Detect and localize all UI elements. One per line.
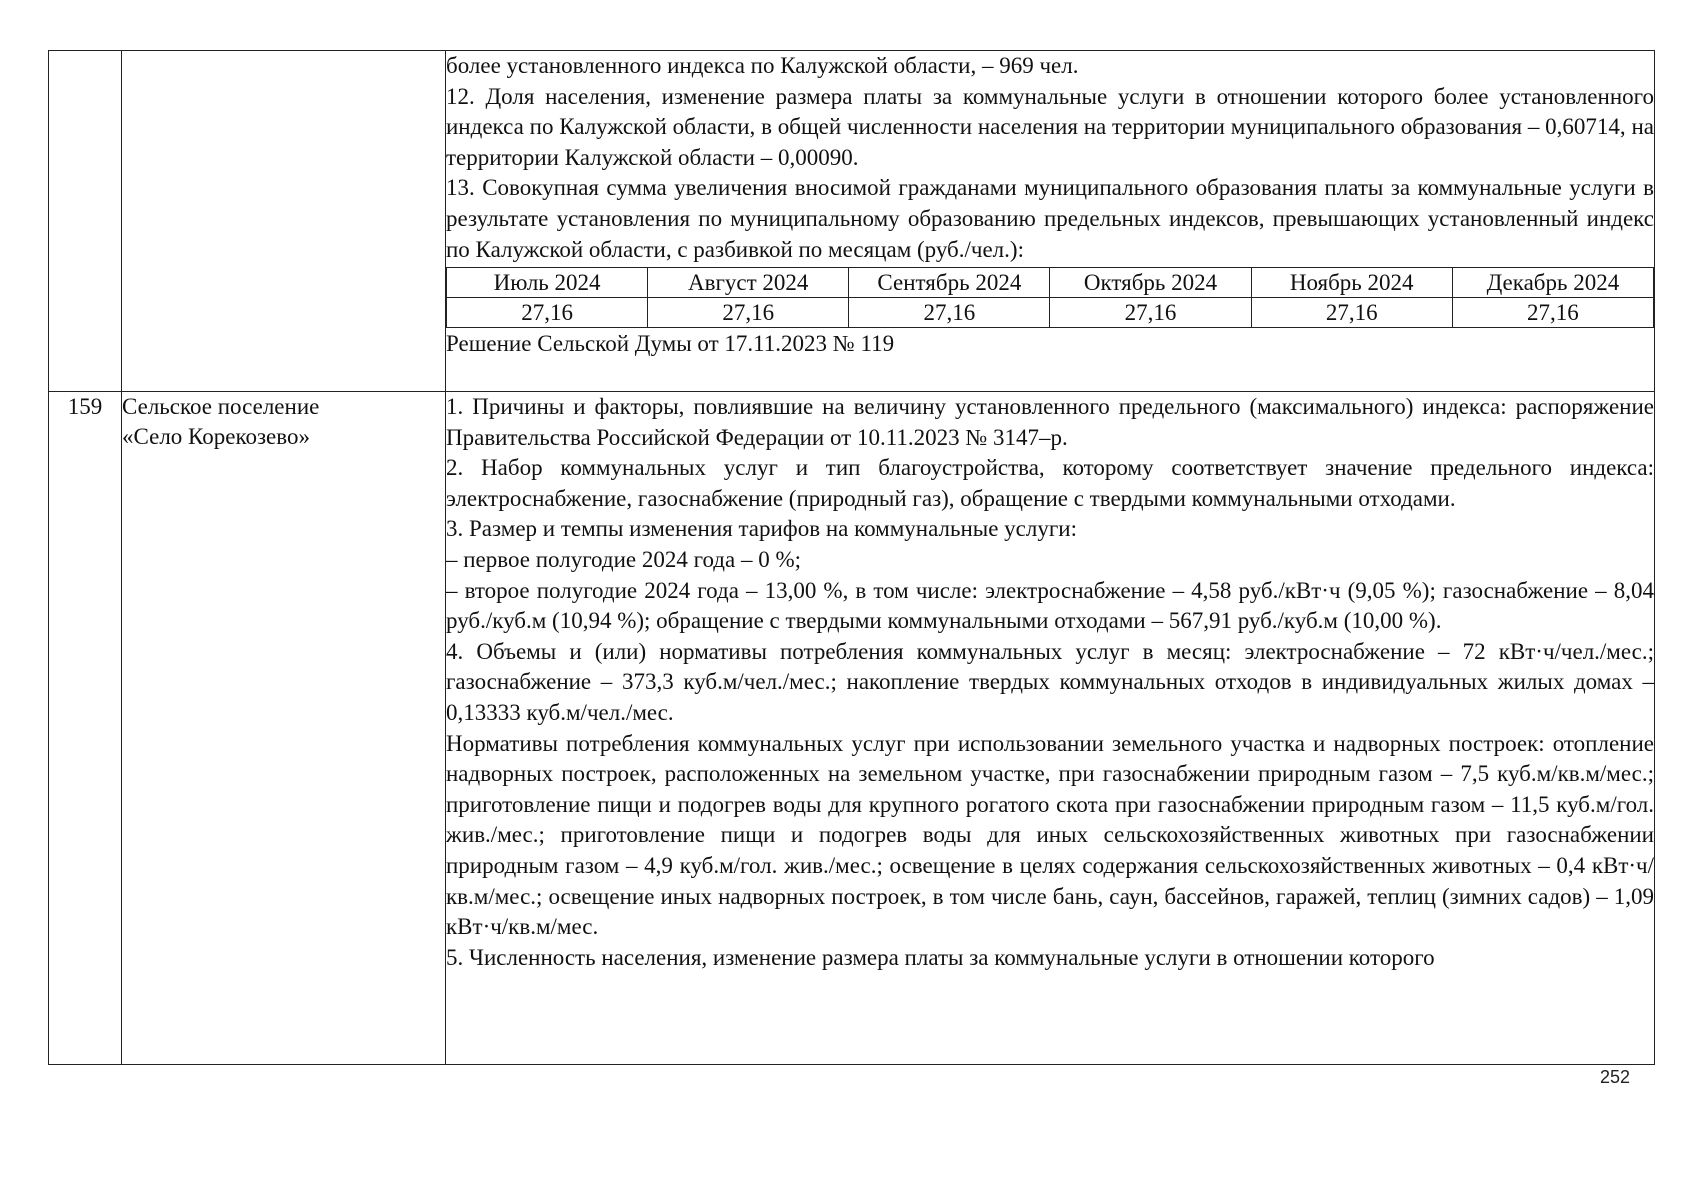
paragraph-3b: – второе полугодие 2024 года – 13,00 %, в том числе: электроснабжение – 4,58 руб./кВт·ч (9,05 %); газоснабжение – 8,04 руб./куб.м (10,94 %); обращение с твердыми коммунальными отходами – 567,91 руб./куб.м (10,00 %). [446,577,1654,634]
paragraph-5: 5. Численность населения, изменение размера платы за коммунальные услуги в отношении которого [446,944,1435,970]
month-value: 27,16 [648,298,849,328]
month-value: 27,16 [1050,298,1251,328]
indices-table [48,50,1655,1065]
paragraph-13: 13. Совокупная сумма увеличения вносимой гражданами муниципального образования платы за коммунальные услуги в результате установления по муниципальному образованию предельных индексов, превышающих установленный индекс по Калужской области, с разбивкой по месяцам (руб./чел.): [446,175,1654,262]
paragraph-3a: – первое полугодие 2024 года – 0 %; [446,546,802,572]
municipality-name-line: Сельское поселение [122,394,320,419]
table-row [49,392,1655,1065]
paragraph-3: 3. Размер и темпы изменения тарифов на коммунальные услуги: [446,516,1077,542]
decision-reference: Решение Сельской Думы от 17.11.2023 № 119 [446,331,895,357]
paragraph-2: 2. Набор коммунальных услуг и тип благоустройства, которому соответствует значение предельного индекса: электроснабжение, газоснабжение (природный газ), обращение с твердыми коммунальными отходами. [446,455,1654,511]
month-header: Сентябрь 2024 [849,268,1050,298]
row-number-cell [49,51,122,392]
month-value: 27,16 [849,298,1050,328]
month-header: Август 2024 [648,268,849,298]
municipality-name-line: «Село Корекозево» [122,424,310,449]
details-cell [446,51,1655,392]
month-value: 27,16 [447,298,648,328]
municipality-name-cell [122,392,446,1065]
details-cell [446,392,1655,1065]
month-header: Октябрь 2024 [1050,268,1251,298]
values-row [447,298,1654,328]
months-header-row [447,268,1654,298]
paragraph-12: 12. Доля населения, изменение размера платы за коммунальные услуги в отношении которого более установленного индекса по Калужской области, в общей численности населения на территории муниципального образования – 0,60714, на территории Калужской области – 0,00090. [446,83,1654,170]
row-number-cell: 159 [49,392,122,1065]
table-row [49,51,1655,392]
monthly-amounts-table [446,267,1654,328]
paragraph-1: 1. Причины и факторы, повлиявшие на величину установленного предельного (максимального) индекса: распоряжение Правительства Российской Федерации от 10.11.2023 № 3147–р. [446,394,1654,450]
month-value: 27,16 [1251,298,1452,328]
month-value: 27,16 [1452,298,1653,328]
paragraph-4b: Нормативы потребления коммунальных услуг при использовании земельного участка и надворных построек: отопление надворных построек, расположенных на земельном участке, при газоснабжении природным газом – 7,5 куб.м/кв.м/мес.; приготовление пищи и подогрев воды для крупного рогатого скота при газоснабжении природным газом – 11,5 куб.м/гол. жив./мес.; приготовление пищи и подогрев воды для иных сельскохозяйственных животных при газоснабжении природным газом – 4,9 куб.м/гол. жив./мес.; освещение в целях содержания сельскохозяйственных животных – 0,4 кВт·ч/кв.м/мес.; освещение иных надворных построек, в том числе бань, саун, бассейнов, гаражей, теплиц (зимних садов) – 1,09 кВт·ч/кв.м/мес. [446,730,1654,940]
municipality-name-cell [122,51,446,392]
month-header: Декабрь 2024 [1452,268,1653,298]
month-header: Июль 2024 [447,268,648,298]
page-number: 252 [1600,1067,1631,1087]
paragraph-4: 4. Объемы и (или) нормативы потребления коммунальных услуг в месяц: электроснабжение – 72 кВт·ч/чел./мес.; газоснабжение – 373,3 куб.м/чел./мес.; накопление твердых коммунальных отходов в индивидуальных жилых домах – 0,13333 куб.м/чел./мес. [446,638,1654,725]
details-content [446,392,1654,1060]
month-header: Ноябрь 2024 [1251,268,1452,298]
paragraph-11-tail: более установленного индекса по Калужской области, – 969 чел. [446,53,1079,78]
